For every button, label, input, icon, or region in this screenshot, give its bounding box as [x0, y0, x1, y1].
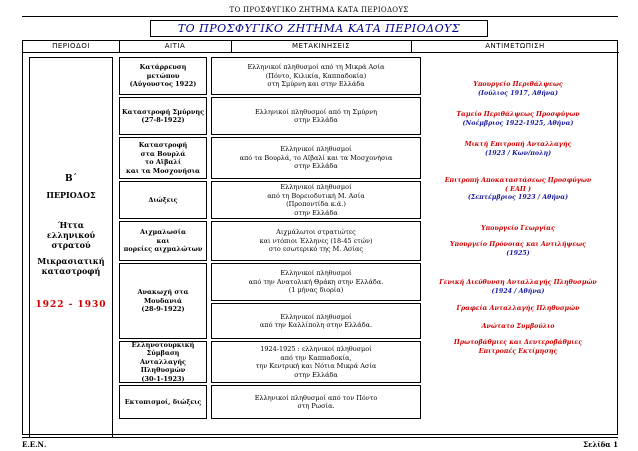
movement-box: Ελληνικοί πληθυσμοί από την Ανατολική Θράκη στην Ελλάδα. (1 μήνας διορία)	[211, 263, 421, 301]
movement-box: Ελληνικοί πληθυσμοί από τη Βορειοδυτική Μ. Ασία (Προποντίδα κ.ά.) στην Ελλάδα	[211, 181, 421, 219]
header-responses: ΑΝΤΙΜΕΤΩΠΙΣΗ	[485, 42, 545, 50]
movement-box: Ελληνικοί πληθυσμοί από τη Σμύρνη στην Ελλάδα	[211, 97, 421, 135]
header-causes: ΑΙΤΙΑ	[164, 42, 186, 50]
movement-box: 1924-1925 : ελληνικοί πληθυσμοί από την Καππαδοκία, την Κεντρική και Νότια Μικρά Ασία στην Ελλάδα	[211, 341, 421, 383]
defeat-label: Ήττα ελληνικού στρατού	[46, 220, 96, 250]
footer-page-number: Σελίδα 1	[583, 440, 618, 449]
column-divider	[231, 41, 232, 53]
period-cell	[29, 57, 113, 438]
header-movements: ΜΕΤΑΚΙΝΗΣΕΙΣ	[291, 42, 350, 50]
response-item: Πρωτοβάθμιες και Δευτεροβάθμιες Επιτροπές Εκτίμησης	[453, 339, 583, 355]
header-periods: ΠΕΡΙΟΔΟΙ	[52, 42, 90, 50]
period-number: Β΄	[64, 174, 78, 184]
table-header-row	[23, 41, 619, 53]
response-item: Υπουργείο Γεωργίας	[481, 225, 555, 232]
response-item: Μικτή Επιτροπή Ανταλλαγής (1923 / Κων/πολη)	[464, 141, 572, 157]
page-title: ΤΟ ΠΡΟΣΦΥΓΙΚΟ ΖΗΤΗΜΑ ΚΑΤΑ ΠΕΡΙΟΔΟΥΣ	[150, 20, 488, 37]
cause-box: Καταστροφή στα Βουρλά το Αϊβαλί και τα Μοσχονήσια	[119, 137, 207, 179]
periods-table	[22, 40, 618, 435]
movement-box: Ελληνικοί πληθυσμοί από τη Μικρά Ασία (Πόντο, Κιλικία, Καππαδοκία) στη Σμύρνη και στην Ελλάδα	[211, 57, 421, 95]
period-name: ΠΕΡΙΟΔΟΣ	[46, 190, 96, 200]
movement-box: Ελληνικοί πληθυσμοί από την Καλλίπολη στην Ελλάδα.	[211, 303, 421, 339]
movement-box: Αιχμάλωτοι στρατιώτες και ντόπιοι Έλληνες (18-45 ετών) στο εσωτερικό της Μ. Ασίας	[211, 221, 421, 261]
cause-box: Ελληνοτουρκική Σύμβαση Ανταλλαγής Πληθυσμών (30-1-1923)	[119, 341, 207, 383]
response-item: Γραφεία Ανταλλαγής Πληθυσμών	[456, 305, 580, 312]
cause-box: Καταστροφή Σμύρνης (27-8-1922)	[119, 97, 207, 135]
cause-box: Αιχμαλωσία και πορείες αιχμαλώτων	[119, 221, 207, 261]
footer-left: Ε.Ε.Ν.	[22, 440, 47, 449]
footer-rule	[22, 437, 618, 438]
cause-box: Κατάρρευση μετώπου (Αύγουστος 1922)	[119, 57, 207, 95]
column-divider	[411, 41, 412, 53]
column-divider	[119, 41, 120, 53]
page-header: ΤΟ ΠΡΟΣΦΥΓΙΚΟ ΖΗΤΗΜΑ ΚΑΤΑ ΠΕΡΙΟΔΟΥΣ	[229, 6, 409, 14]
response-item: Επιτροπή Αποκαταστάσεως Προσφύγων ( ΕΑΠ ) (Σεπτέμβριος 1923 / Αθήνα)	[444, 177, 592, 201]
movement-box: Ελληνικοί πληθυσμοί από τα Βουρλά, το Αϊβαλί και τα Μοσχονήσια στην Ελλάδα	[211, 137, 421, 179]
cause-box: Ανακωχή στα Μουδανιά (28-9-1922)	[119, 263, 207, 339]
top-rule	[22, 16, 618, 17]
response-item: Ταμείο Περιθάλψεως Προσφύγων (Νοέμβριος 1922-1925, Αθήνα)	[456, 111, 580, 127]
catastrophe-label: Μικρασιατική καταστροφή	[37, 256, 105, 276]
response-item: Γενική Διεύθυνση Ανταλλαγής Πληθυσμών (1924 / Αθήνα)	[439, 279, 597, 295]
cause-box: Διώξεις	[119, 181, 207, 219]
movement-box: Ελληνικοί πληθυσμοί από τον Πόντο στη Ρωσία.	[211, 385, 421, 419]
response-item: Ανώτατο Συμβούλιο	[481, 323, 555, 330]
cause-box: Εκτοπισμοί, διώξεις	[119, 385, 207, 419]
response-item: Υπουργείο Πρόνοιας και Αντιλήψεως (1925)	[449, 241, 587, 257]
period-years: 1922 - 1930	[35, 300, 107, 310]
response-item: Υπουργείο Περιθάλψεως (Ιούλιος 1917, Αθήνα)	[473, 81, 563, 97]
